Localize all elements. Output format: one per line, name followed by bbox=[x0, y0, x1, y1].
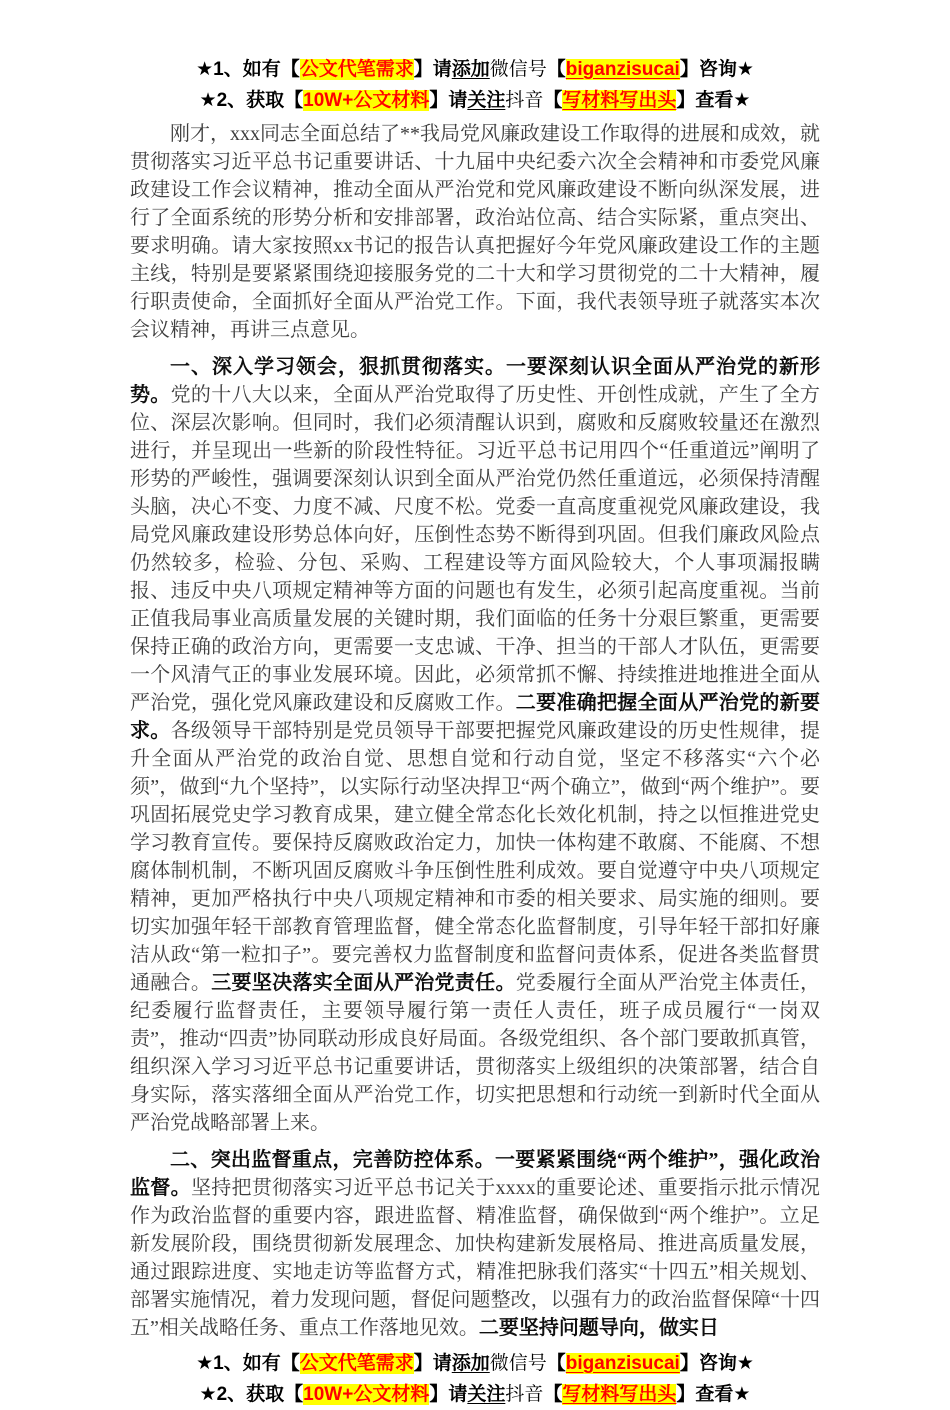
promo-banner-top bbox=[130, 54, 820, 116]
text-run: 】咨询★ bbox=[679, 59, 754, 80]
text-run: 刚才，xxx同志全面总结了**我局党风廉政建设工作取得的进展和成效，就贯彻落实习近平总书记重要讲话、十九届中央纪委六次全会精神和市委党风廉政建设工作会议精神，推动全面从严治党和党风廉政建设不断向纵深发展，进行了全面系统的形势分析和安排部署，政治站位高、结合实际紧，重点突出、要求明确。请大家按照xx书记的报告认真把握好今年党风廉政建设工作的主题主线，特别是要紧紧围绕迎接服务党的二十大和学习贯彻党的二十大精神，履行职责使命，全面抓好全面从严治党工作。下面，我代表领导班子就落实本次会议精神，再讲三点意见。 bbox=[130, 123, 820, 341]
text-run: 添加 bbox=[451, 1353, 490, 1374]
promo-banner-bottom-line-1 bbox=[130, 1348, 820, 1379]
text-run: 【 bbox=[543, 1384, 563, 1405]
text-run: 二要坚持问题导向，做实日 bbox=[478, 1317, 719, 1339]
text-run: 各级领导干部特别是党员领导干部要把握党风廉政建设的历史性规律，提升全面从严治党的政治自觉、思想自觉和行动自觉，坚定不移落实“六个必须”，做到“九个坚持”，以实际行动坚决捍卫“两个确立”，做到“两个维护”。要巩固拓展党史学习教育成果，建立健全常态化长效化机制，持之以恒推进党史学习教育宣传。要保持反腐败政治定力，加快一体构建不敢腐、不能腐、不想腐体制机制，不断巩固反腐败斗争压倒性胜利成效。要自觉遵守中央八项规定精神，更加严格执行中央八项规定精神和市委的相关要求、局实施的细则。要切实加强年轻干部教育管理监督，健全常态化监督制度，引导年轻干部扣好廉洁从政“第一粒扣子”。要完善权力监督制度和监督问责体系，促进各类监督贯通融合。 bbox=[130, 720, 821, 994]
text-run: 】请 bbox=[429, 90, 468, 111]
text-run: 二、突出监督重点，完善防控体系。一要紧紧围绕“两个维护”，强化政治监督。 bbox=[130, 1149, 820, 1199]
text-run: 抖音 bbox=[505, 1384, 544, 1405]
text-run: 微信号 bbox=[489, 59, 547, 80]
text-run: 写材料写出头 bbox=[562, 90, 677, 111]
text-run: 微信号 bbox=[489, 1353, 547, 1374]
promo-banner-top-line-2 bbox=[130, 85, 820, 116]
text-run: 】咨询★ bbox=[679, 1353, 754, 1374]
text-run: 公文代笔需求 bbox=[299, 59, 414, 80]
text-run: 写材料写出头 bbox=[562, 1384, 677, 1405]
text-run: 】查看★ bbox=[676, 1384, 751, 1405]
text-run: 添加 bbox=[451, 59, 490, 80]
text-run: 关注 bbox=[467, 1384, 506, 1405]
text-run: 坚持把贯彻落实习近平总书记关于xxxx的重要论述、重要指示批示情况作为政治监督的重要内容，跟进监督、精准监督，确保做到“两个维护”。立足新发展阶段，围绕贯彻新发展理念、加快构建新发展格局、推进高质量发展，通过跟踪进度、实地走访等监督方式，精准把脉我们落实“十四五”相关规划、部署实施情况，着力发现问题，督促问题整改，以强有力的政治监督保障“十四五”相关战略任务、重点工作落地见效。 bbox=[130, 1177, 820, 1339]
text-run: 10W+公文材料 bbox=[303, 90, 430, 111]
text-run: biganzisucai bbox=[565, 1353, 680, 1374]
paragraph-section-2 bbox=[130, 1146, 820, 1342]
text-run: ★2、获取【 bbox=[199, 1384, 304, 1405]
document-body bbox=[130, 120, 820, 1342]
text-run: ★1、如有【 bbox=[196, 59, 300, 80]
text-run: 】查看★ bbox=[676, 90, 751, 111]
promo-banner-top-line-1 bbox=[130, 54, 820, 85]
paragraph-section-1 bbox=[130, 353, 820, 1137]
paragraph-intro bbox=[130, 120, 820, 344]
text-run: 【 bbox=[546, 1353, 566, 1374]
text-run: biganzisucai bbox=[565, 59, 680, 80]
text-run: 】请 bbox=[429, 1384, 468, 1405]
text-run: 】请 bbox=[413, 59, 452, 80]
text-run: 公文代笔需求 bbox=[299, 1353, 414, 1374]
text-run: 一、深入学习领会，狠抓贯彻落实。一要深刻认识全面从严治党的新形势。 bbox=[130, 356, 820, 406]
text-run: 】请 bbox=[413, 1353, 452, 1374]
text-run: ★1、如有【 bbox=[196, 1353, 300, 1374]
promo-banner-bottom-line-2 bbox=[130, 1379, 820, 1410]
text-run: 党的十八大以来，全面从严治党取得了历史性、开创性成就，产生了全方位、深层次影响。但同时，我们必须清醒认识到，腐败和反腐败较量还在激烈进行，并呈现出一些新的阶段性特征。习近平总书记用四个“任重道远”阐明了形势的严峻性，强调要深刻认识到全面从严治党仍然任重道远，必须保持清醒头脑，决心不变、力度不减、尺度不松。党委一直高度重视党风廉政建设，我局党风廉政建设形势总体向好，压倒性态势不断得到巩固。但我们廉政风险点仍然较多，检验、分包、采购、工程建设等方面风险较大，个人事项漏报瞒报、违反中央八项规定精神等方面的问题也有发生，必须引起高度重视。当前正值我局事业高质量发展的关键时期，我们面临的任务十分艰巨繁重，更需要保持正确的政治方向，更需要一支忠诚、干净、担当的干部人才队伍，更需要一个风清气正的事业发展环境。因此，必须常抓不懈、持续推进地推进全面从严治党，强化党风廉政建设和反腐败工作。 bbox=[130, 384, 821, 714]
text-run: 关注 bbox=[467, 90, 506, 111]
promo-banner-bottom bbox=[130, 1348, 820, 1410]
text-run: 【 bbox=[546, 59, 566, 80]
text-run: 10W+公文材料 bbox=[303, 1384, 430, 1405]
text-run: 抖音 bbox=[505, 90, 544, 111]
text-run: 党委履行全面从严治党主体责任，纪委履行监督责任，主要领导履行第一责任人责任，班子成员履行“一岗双责”，推动“四责”协同联动形成良好局面。各级党组织、各个部门要敢抓真管，组织深入学习习近平总书记重要讲话，贯彻落实上级组织的决策部署，结合自身实际，落实落细全面从严治党工作，切实把思想和行动统一到新时代全面从严治党战略部署上来。 bbox=[130, 972, 821, 1134]
text-run: ★2、获取【 bbox=[199, 90, 304, 111]
text-run: 三要坚决落实全面从严治党责任。 bbox=[211, 972, 516, 994]
text-run: 二要准确把握全面从严治党的新要求。 bbox=[130, 692, 821, 742]
text-run: 【 bbox=[543, 90, 563, 111]
